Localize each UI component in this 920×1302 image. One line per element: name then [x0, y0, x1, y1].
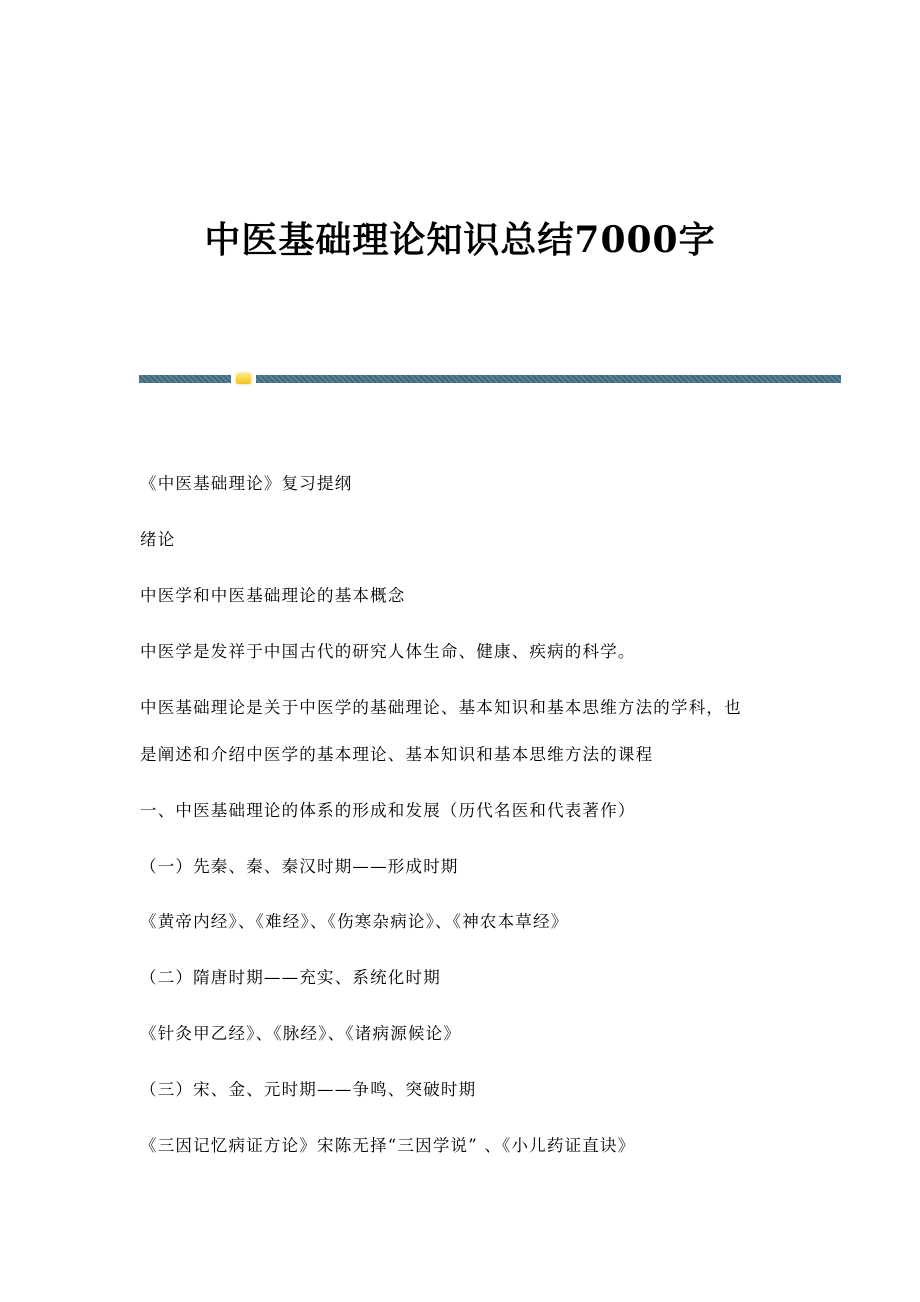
paragraph: 《针灸甲乙经》、《脉经》、《诸病源候论》 — [140, 1024, 461, 1043]
paragraph: 《黄帝内经》、《难经》、《伤寒杂病论》、《神农本草经》 — [140, 912, 569, 931]
paragraph: （三）宋、金、元时期——争鸣、突破时期 — [140, 1080, 477, 1099]
section-heading: 绪论 — [140, 530, 176, 549]
paragraph: 是阐述和介绍中医学的基本理论、基本知识和基本思维方法的课程 — [140, 745, 654, 764]
divider-ornament — [236, 373, 251, 384]
document-title: 中医基础理论知识总结7000字 — [204, 219, 716, 261]
paragraph: 中医基础理论是关于中医学的基础理论、基本知识和基本思维方法的学科，也 — [140, 698, 742, 717]
divider-left — [139, 375, 231, 383]
paragraph: 一、中医基础理论的体系的形成和发展（历代名医和代表著作） — [140, 801, 636, 820]
paragraph: 《三因记忆病证方论》宋陈无择“三因学说” 、《小儿药证直诀》 — [140, 1136, 636, 1155]
paragraph: （二）隋唐时期——充实、系统化时期 — [140, 968, 441, 987]
outline-heading: 《中医基础理论》复习提纲 — [140, 474, 353, 493]
paragraph: 中医学是发祥于中国古代的研究人体生命、健康、疾病的科学。 — [140, 642, 636, 661]
divider-right — [256, 375, 841, 383]
paragraph: 中医学和中医基础理论的基本概念 — [140, 586, 406, 605]
paragraph: （一）先秦、秦、秦汉时期——形成时期 — [140, 857, 459, 876]
